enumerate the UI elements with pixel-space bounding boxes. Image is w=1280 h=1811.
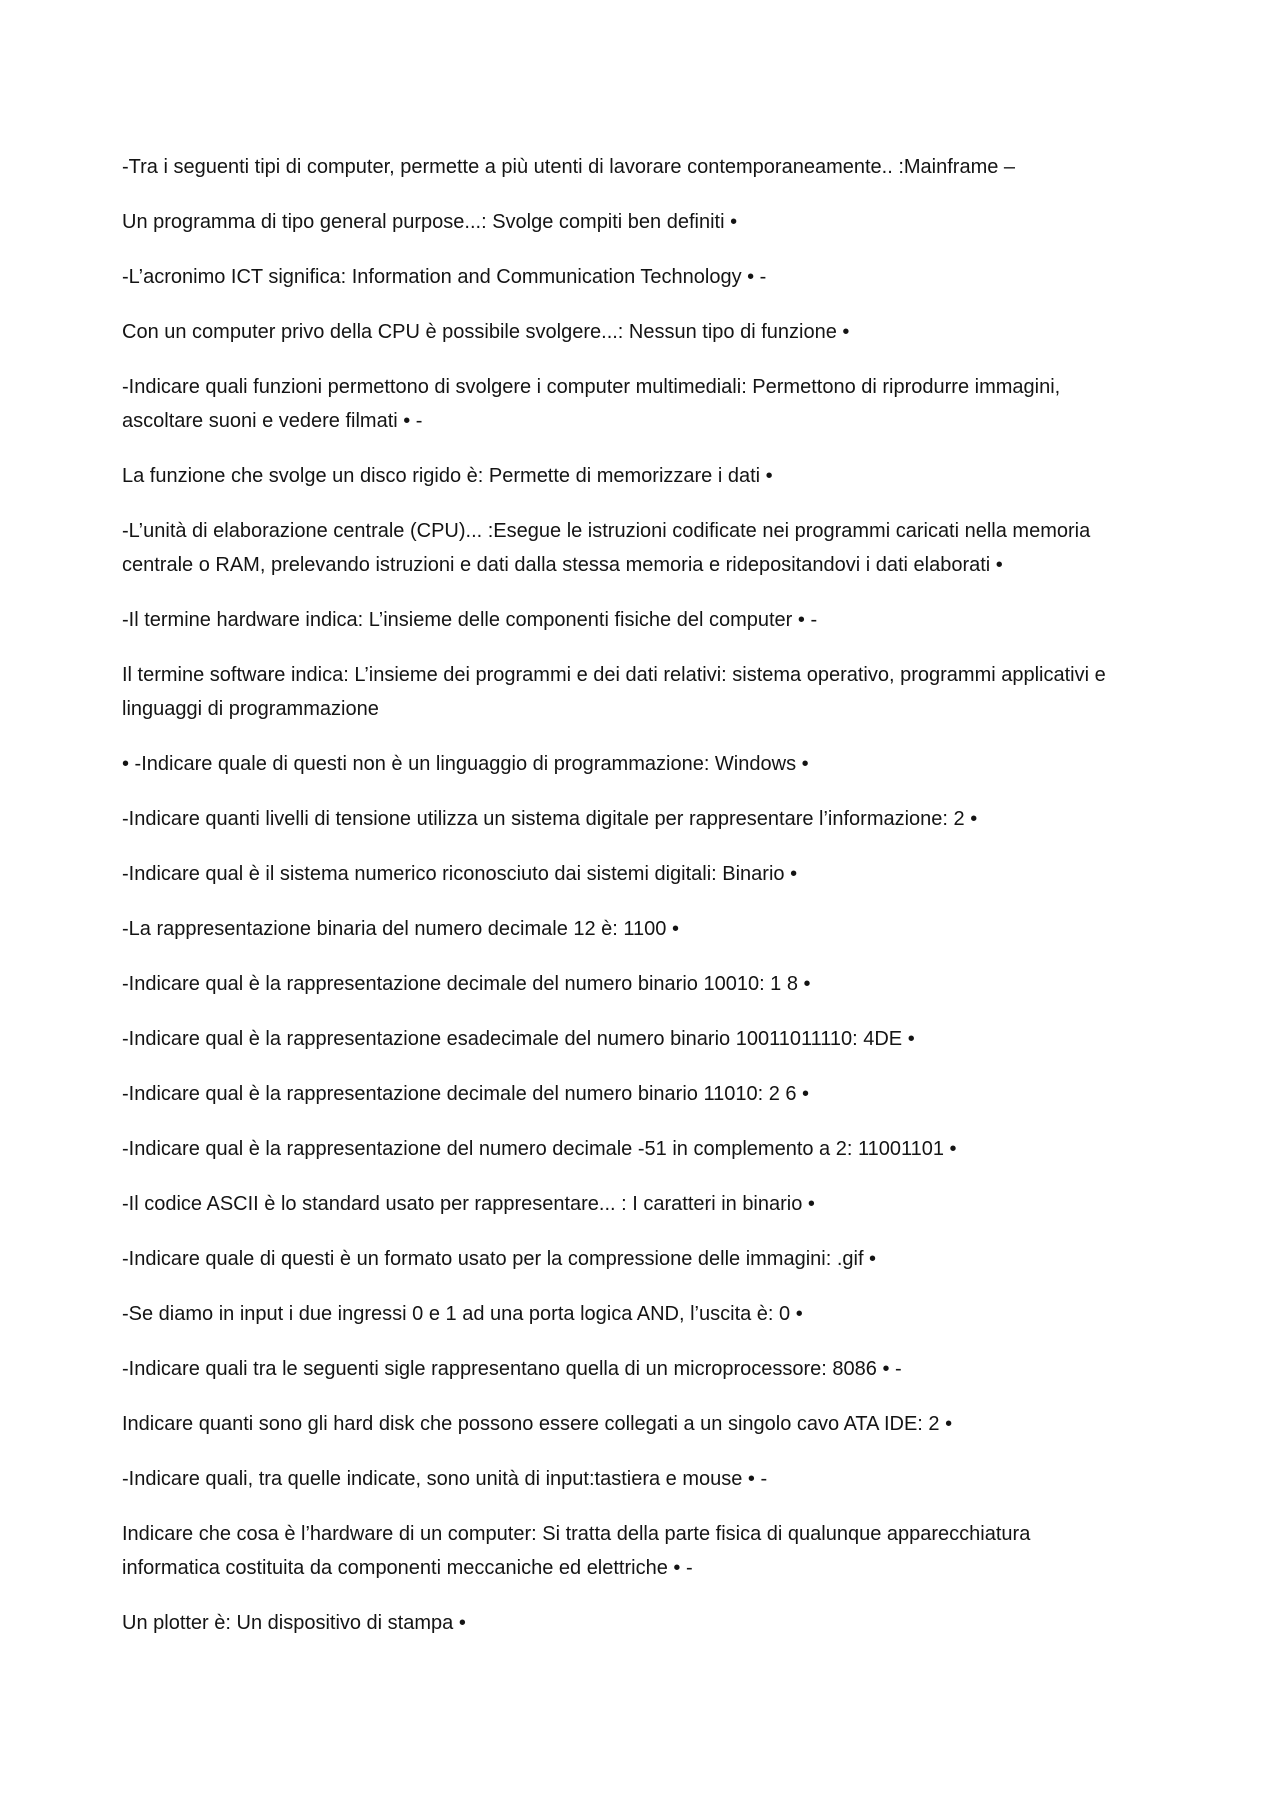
paragraph-6: La funzione che svolge un disco rigido è: Permette di memorizzare i dati • [122,465,773,487]
paragraph-15: -Indicare qual è la rappresentazione esadecimale del numero binario 10011011110: 4DE • [122,1028,915,1050]
paragraph-24: Indicare che cosa è l’hardware di un computer: Si tratta della parte fisica di qualunque apparecchiatura informatica costituita da componenti meccaniche ed elettriche • - [122,1523,1031,1579]
paragraph-9: Il termine software indica: L’insieme dei programmi e dei dati relativi: sistema operativo, programmi applicativi e linguaggi di programmazione [122,664,1106,720]
paragraph-11: -Indicare quanti livelli di tensione utilizza un sistema digitale per rappresentare l’informazione: 2 • [122,808,978,830]
paragraph-7: -L’unità di elaborazione centrale (CPU)... :Esegue le istruzioni codificate nei programmi caricati nella memoria centrale o RAM, prelevando istruzioni e dati dalla stessa memoria e ridepositandovi i dati elaborati • [122,520,1091,576]
paragraph-18: -Il codice ASCII è lo standard usato per rappresentare... : I caratteri in binario • [122,1193,815,1215]
paragraph-4: Con un computer privo della CPU è possibile svolgere...: Nessun tipo di funzione • [122,321,850,343]
paragraph-16: -Indicare qual è la rappresentazione decimale del numero binario 11010: 2 6 • [122,1083,810,1105]
paragraph-19: -Indicare quale di questi è un formato usato per la compressione delle immagini: .gif • [122,1248,877,1270]
paragraph-2: Un programma di tipo general purpose...: Svolge compiti ben definiti • [122,211,738,233]
paragraph-5: -Indicare quali funzioni permettono di svolgere i computer multimediali: Permettono di riprodurre immagini, ascoltare suoni e vedere filmati • - [122,376,1061,432]
paragraph-20: -Se diamo in input i due ingressi 0 e 1 ad una porta logica AND, l’uscita è: 0 • [122,1303,803,1325]
paragraph-21: -Indicare quali tra le seguenti sigle rappresentano quella di un microprocessore: 8086 • - [122,1358,902,1380]
paragraph-25: Un plotter è: Un dispositivo di stampa • [122,1612,466,1634]
paragraph-8: -Il termine hardware indica: L’insieme delle componenti fisiche del computer • - [122,609,818,631]
paragraph-13: -La rappresentazione binaria del numero decimale 12 è: 1100 • [122,918,679,940]
paragraph-12: -Indicare qual è il sistema numerico riconosciuto dai sistemi digitali: Binario • [122,863,798,885]
paragraph-3: -L’acronimo ICT significa: Information and Communication Technology • - [122,266,767,288]
paragraph-23: -Indicare quali, tra quelle indicate, sono unità di input:tastiera e mouse • - [122,1468,768,1490]
paragraph-17: -Indicare qual è la rappresentazione del numero decimale -51 in complemento a 2: 11001101 • [122,1138,957,1160]
paragraph-1: -Tra i seguenti tipi di computer, permette a più utenti di lavorare contemporaneamente.. :Mainframe – [122,156,1016,178]
paragraph-10: • -Indicare quale di questi non è un linguaggio di programmazione: Windows • [122,753,809,775]
paragraph-22: Indicare quanti sono gli hard disk che possono essere collegati a un singolo cavo ATA IDE: 2 • [122,1413,953,1435]
document-body [122,150,1132,1661]
paragraph-14: -Indicare qual è la rappresentazione decimale del numero binario 10010: 1 8 • [122,973,811,995]
